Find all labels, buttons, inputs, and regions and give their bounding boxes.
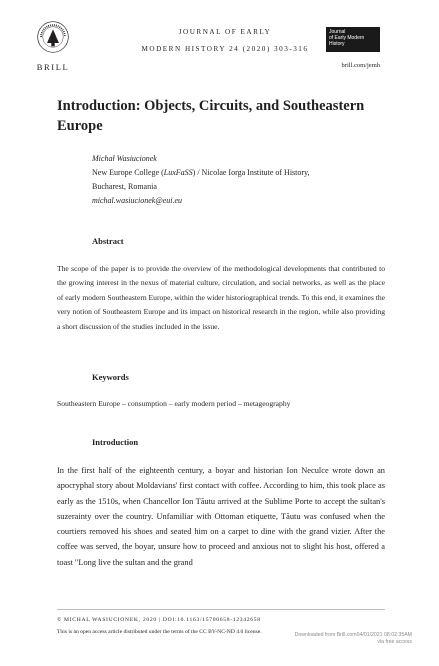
- journal-citation: [140, 24, 310, 58]
- footer-divider: [57, 609, 385, 610]
- brill-seal-icon: [36, 20, 70, 54]
- author-email-link[interactable]: michal.wasiucionek@eui.eu: [92, 196, 183, 205]
- affiliation-acronym: LuxFaSS: [163, 168, 193, 177]
- publisher-name: BRILL: [36, 62, 70, 72]
- footer-license-link[interactable]: This is an open access article distributed under the terms of the CC BY-NC-ND 4.0 license.: [57, 629, 262, 635]
- footer-copyright: © MICHAL WASIUCIONEK, 2020 | DOI:10.1163/15700658-12342658: [57, 617, 261, 623]
- download-stamp: [262, 632, 412, 646]
- download-info: Downloaded from Brill.com04/01/2021 08:02:35AM: [294, 632, 412, 638]
- affiliation-text: ) / Nicolae Iorga Institute of History,: [192, 168, 310, 177]
- introduction-text: In the first half of the eighteenth century, a boyar and historian Ion Neculce wrote down an apocryphal story about Moldavians' first contact with coffee. According to him, this took place as early as the 1510s, when Chancellor Ion Tăutu arrived at the Sublime Porte to accept the sultan's suzerainty over the country. Unfamiliar with Ottoman etiquette, Tăutu was confused when the courtiers removed his shoes and seated him on a carpet to dine with the grand vizier. After the coffee was served, the boyar, unsure how to proceed and anxious not to slight his host, offered a toast "Long live the sultan and the grand: [57, 466, 385, 567]
- author-affiliation: [92, 166, 392, 180]
- journal-cover-thumbnail: [326, 27, 380, 52]
- journal-name: JOURNAL OF EARLY: [178, 28, 272, 36]
- brill-logo: [28, 20, 78, 72]
- keywords-text: Southeastern Europe – consumption – early modern period – metageography: [57, 399, 291, 408]
- abstract-text: The scope of the paper is to provide the overview of the methodological developments that contributed to the growing interest in the nexus of material culture, circulation, and social networks, as well as the place of early modern Southeastern Europe, within the wider historiographical trends. To this end, it examines the very notion of Southeastern Europe and its impact on historical research in the region, while also providing a short discussion of the studies included in the issue.: [57, 264, 385, 331]
- journal-url-link[interactable]: brill.com/jemh: [341, 62, 380, 69]
- author-name: Michał Wasiucionek: [92, 154, 157, 163]
- affiliation-text: New Europe College (: [92, 168, 164, 177]
- author-location: Bucharest, Romania: [92, 182, 157, 191]
- cover-line: History: [329, 41, 345, 47]
- journal-volume: MODERN HISTORY 24 (2020) 303-316: [141, 45, 309, 53]
- article-title: Introduction: Objects, Circuits, and Southeastern Europe: [57, 98, 365, 134]
- download-access: via free access: [377, 639, 412, 645]
- keywords-heading: Keywords: [92, 372, 129, 382]
- introduction-heading: Introduction: [92, 437, 139, 447]
- cover-line: Journal: [329, 29, 346, 35]
- author-block: [92, 152, 392, 208]
- cover-line: of Early Modern: [329, 35, 365, 41]
- abstract-heading: Abstract: [92, 236, 124, 246]
